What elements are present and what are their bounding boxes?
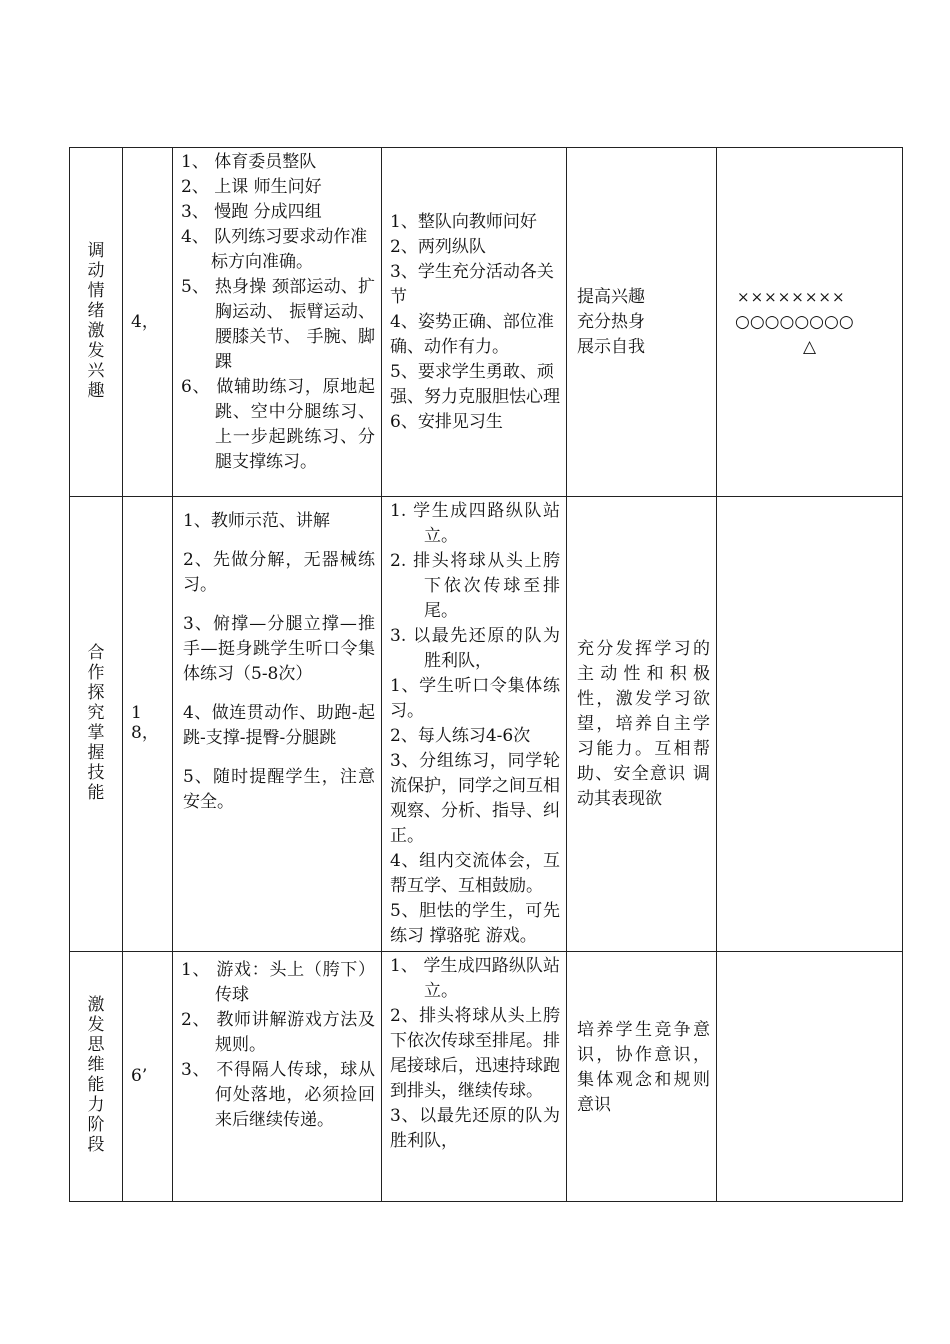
list-item: 1. 学生成四路纵队站立。: [390, 501, 560, 546]
list-item: 5、 热身操 颈部运动、扩胸运动、 振臂运动、 腰膝关节、 手腕、脚踝: [181, 277, 375, 372]
list-item: 3、俯撑—分腿立撑—推手—挺身跳学生听口令集体练习（5-8次）: [183, 614, 375, 684]
list-item: 1、教师示范、讲解: [183, 511, 330, 531]
stage-cell: [70, 497, 123, 952]
purpose-cell: [567, 148, 717, 497]
stage-cell: [70, 952, 123, 1202]
stage-label: 合作探究掌握技能: [87, 642, 105, 803]
teacher-activity-cell: [173, 952, 382, 1202]
purpose-text: 充分发挥学习的主动性和积极性，激发学习欲望，培养自主学习能力。互相帮助、安全意识 调动其表现欲: [577, 638, 710, 809]
table-row: [70, 148, 903, 497]
list-item: 3、分组练习，同学轮流保护，同学之间互相观察、分析、指导、纠正。: [390, 751, 560, 846]
time-label: 6’: [131, 1066, 148, 1086]
table-row: [70, 497, 903, 952]
list-item: 3. 以最先还原的队为胜利队，: [390, 626, 560, 671]
list-item: 2、每人练习4-6次: [390, 726, 531, 746]
teacher-activity-cell: [173, 497, 382, 952]
list-item: 6、安排见习生: [390, 411, 503, 432]
student-activity-cell: [382, 952, 567, 1202]
stage-label: 激发思维能力阶段: [87, 995, 105, 1155]
list-item: 1、 体育委员整队: [181, 152, 317, 172]
list-item: 4、姿势正确、部位准确、动作有力。: [390, 311, 554, 357]
list-item: 5、随时提醒学生，注意安全。: [183, 767, 375, 812]
list-item: 3、 不得隔人传球，球从何处落地，必须捡回来后继续传递。: [181, 1060, 375, 1130]
time-cell: [123, 497, 173, 952]
list-item: 4、做连贯动作、助跑-起跳-支撑-提臀-分腿跳: [183, 703, 375, 748]
list-item: 2、先做分解，无器械练习。: [183, 550, 375, 595]
time-cell: [123, 148, 173, 497]
formation-row-circles: ○○○○○○○○: [735, 311, 854, 332]
purpose-cell: [567, 497, 717, 952]
list-item: 3、学生充分活动各关节: [390, 261, 554, 307]
list-item: 充分热身: [577, 311, 645, 332]
time-cell: [123, 952, 173, 1202]
table-row: [70, 952, 903, 1202]
purpose-cell: [567, 952, 717, 1202]
organization-cell: [717, 497, 903, 952]
list-item: 3、以最先还原的队为胜利队，: [390, 1106, 560, 1151]
list-item: 3、 慢跑 分成四组: [181, 202, 322, 222]
list-item: 5、胆怯的学生，可先练习 撑骆驼 游戏。: [390, 901, 560, 946]
list-item: 2、两列纵队: [390, 236, 486, 257]
list-item: 4、 队列练习要求动作准标方向准确。: [181, 227, 368, 272]
list-item: 1、 游戏：头上（胯下）传球: [181, 960, 375, 1005]
organization-cell: [717, 952, 903, 1202]
formation-row-crosses: ××××××××: [737, 287, 846, 306]
list-item: 2、 教师讲解游戏方法及规则。: [181, 1010, 375, 1055]
stage-label: 调动情绪激发兴趣: [87, 240, 105, 401]
organization-cell: [717, 148, 903, 497]
list-item: 1、整队向教师问好: [390, 211, 537, 232]
student-activity-cell: [382, 497, 567, 952]
stage-cell: [70, 148, 123, 497]
list-item: 1、 学生成四路纵队站立。: [390, 956, 560, 1001]
list-item: 5、要求学生勇敢、顽强、努力克服胆怯心理: [390, 361, 560, 407]
list-item: 提高兴趣: [577, 286, 645, 307]
lesson-plan-table: [69, 147, 903, 1202]
student-activity-cell: [382, 148, 567, 497]
list-item: 2. 排头将球从头上胯下依次传球至排尾。: [390, 551, 560, 621]
list-item: 1、学生听口令集体练习。: [390, 676, 560, 721]
list-item: 4、组内交流体会，互帮互学、互相鼓励。: [390, 851, 560, 896]
list-item: 2、 上课 师生问好: [181, 177, 322, 197]
teacher-position-triangle: △: [802, 336, 817, 357]
list-item: 6、 做辅助练习，原地起跳、空中分腿练习、上一步起跳练习、分腿支撑练习。: [181, 377, 375, 472]
teacher-activity-cell: [173, 148, 382, 497]
list-item: 2、排头将球从头上胯下依次传球至排尾。排尾接球后，迅速持球跑到排头，继续传球。: [390, 1006, 560, 1101]
list-item: 展示自我: [577, 336, 645, 357]
purpose-text: 培养学生竞争意识，协作意识，集体观念和规则意识: [577, 1020, 710, 1115]
time-label: 18，: [131, 702, 159, 743]
time-label: 4，: [131, 311, 159, 332]
